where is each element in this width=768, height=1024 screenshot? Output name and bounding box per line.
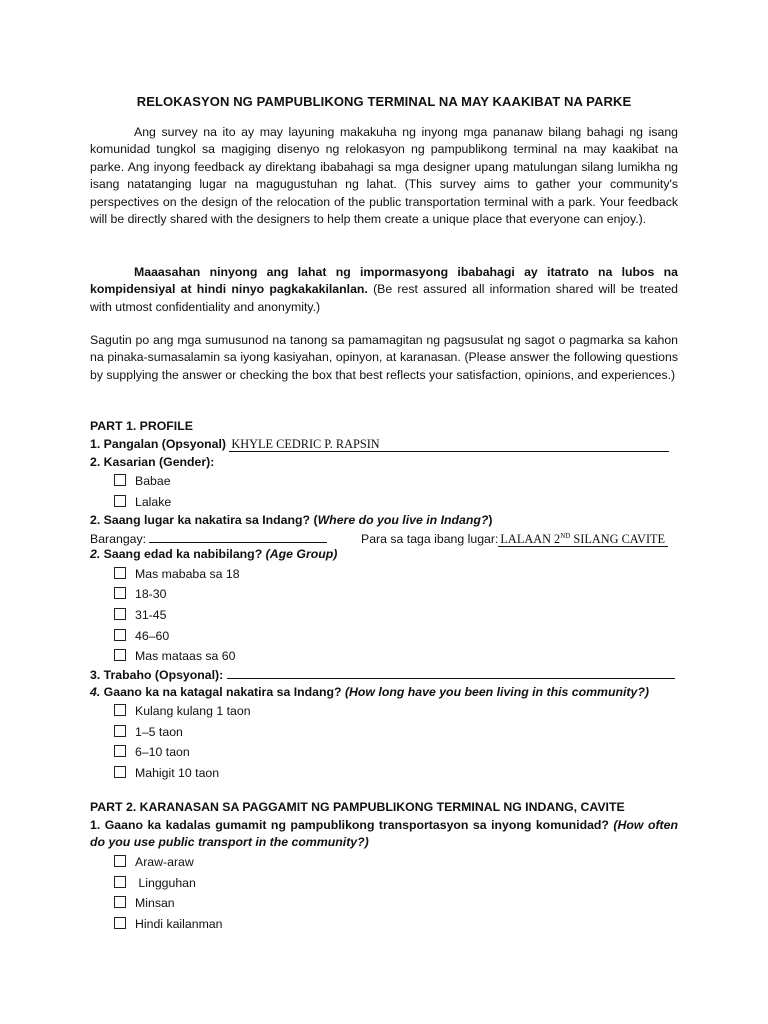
duration-option[interactable]: [114, 765, 219, 781]
other-place-answer-field[interactable]: [498, 533, 668, 547]
question-name-label: 1. Pangalan (Opsyonal): [90, 437, 226, 451]
question-duration-label-en: (How long have you been living in this community?): [344, 685, 649, 699]
part1-heading: PART 1. PROFILE: [90, 419, 193, 433]
question-age-number: 2.: [90, 547, 101, 561]
option-label: 31-45: [135, 608, 167, 622]
intro-paragraph: Ang survey na ito ay may layuning makakuha ng inyong mga pananaw bilang bahagi ng isang komunidad tungkol sa magiging disenyo ng relokasyon ng pampublikong terminal na may kaakibat na parke. Ang inyong feedback ay direktang ibabahagi sa mga designer upang matulungan silang lumikha ng isang natatanging lugar na magugustuhan ng lahat. (This survey aims to gather your community's perspectives on the design of the relocation of the public transportation terminal with a park. Your feedback will be directly shared with the designers to help them create a unique place that everyone can enjoy.).: [90, 125, 678, 227]
option-label: Minsan: [135, 896, 175, 910]
option-label: Kulang kulang 1 taon: [135, 704, 251, 718]
checkbox[interactable]: [114, 704, 126, 716]
other-place-row: [361, 531, 668, 547]
option-label: Mas mataas sa 60: [135, 649, 236, 663]
question-name: [90, 436, 669, 452]
barangay-label: Barangay:: [90, 532, 147, 546]
option-label: 1–5 taon: [135, 725, 183, 739]
part2-question1: [90, 817, 678, 851]
barangay-input[interactable]: [149, 530, 327, 543]
frequency-option[interactable]: [114, 875, 196, 891]
checkbox[interactable]: [114, 745, 126, 757]
frequency-option[interactable]: [114, 916, 223, 932]
checkbox[interactable]: [114, 474, 126, 486]
confidentiality-normal: (Be rest assured all information shared will be treated with utmost confidentiality and anonymity.): [90, 282, 679, 314]
question-age: [90, 546, 337, 562]
duration-option[interactable]: [114, 703, 251, 719]
checkbox[interactable]: [114, 629, 126, 641]
question-location: [90, 512, 493, 528]
option-label: Araw-araw: [135, 855, 194, 869]
barangay-row: [90, 530, 327, 547]
checkbox[interactable]: [114, 649, 126, 661]
question-location-label: 2. Saang lugar ka nakatira sa Indang? (: [90, 513, 318, 527]
checkbox[interactable]: [114, 917, 126, 929]
question-duration: [90, 684, 649, 700]
confidentiality-bold: Maaasahan ninyong ang lahat ng impormasyong ibabahagi ay itatrato na lubos na kompidensiyal at hindi ninyo pagkakakilanlan.: [90, 265, 678, 297]
checkbox[interactable]: [114, 876, 126, 888]
other-place-answer-sup: ND: [560, 531, 571, 540]
question-job-label: 3. Trabaho (Opsyonal):: [90, 668, 224, 682]
name-answer-field[interactable]: KHYLE CEDRIC P. RAPSIN: [229, 438, 669, 452]
option-label: Hindi kailanman: [135, 917, 223, 931]
document-title: RELOKASYON NG PAMPUBLIKONG TERMINAL NA MAY KAAKIBAT NA PARKE: [136, 94, 632, 109]
gender-option[interactable]: [114, 494, 171, 510]
checkbox[interactable]: [114, 896, 126, 908]
option-label: 46–60: [135, 629, 170, 643]
checkbox[interactable]: [114, 608, 126, 620]
other-place-answer-post: SILANG CAVITE: [570, 532, 666, 546]
frequency-option[interactable]: [114, 895, 175, 911]
option-label: 6–10 taon: [135, 745, 190, 759]
other-place-label: Para sa taga ibang lugar:: [361, 532, 499, 546]
age-option[interactable]: [114, 607, 166, 623]
part2-heading: PART 2. KARANASAN SA PAGGAMIT NG PAMPUBLIKONG TERMINAL NG INDANG, CAVITE: [90, 800, 625, 814]
option-label: Lalake: [135, 495, 172, 509]
part2-question1-label: 1. Gaano ka kadalas gumamit ng pampublikong transportasyon sa inyong komunidad?: [90, 818, 614, 832]
option-label: 18-30: [135, 587, 167, 601]
question-age-label-en: (Age Group): [265, 547, 338, 561]
question-gender-label: 2. Kasarian (Gender):: [90, 455, 215, 469]
option-label: Babae: [135, 474, 171, 488]
question-age-label: Saang edad ka nabibilang?: [100, 547, 266, 561]
duration-option[interactable]: [114, 744, 190, 760]
frequency-option[interactable]: [114, 854, 194, 870]
checkbox[interactable]: [114, 587, 126, 599]
job-input[interactable]: [227, 666, 675, 679]
duration-option[interactable]: [114, 724, 183, 740]
option-label: Lingguhan: [135, 876, 196, 890]
question-location-label-close: ): [488, 513, 493, 527]
confidentiality-paragraph: [90, 264, 678, 316]
question-location-label-en: Where do you live in Indang?: [317, 513, 489, 527]
checkbox[interactable]: [114, 725, 126, 737]
part2-question1-label-en: (How often do you use public transport in the community?): [90, 818, 678, 849]
question-job: [90, 666, 675, 683]
age-option[interactable]: [114, 628, 169, 644]
checkbox[interactable]: [114, 766, 126, 778]
option-label: Mas mababa sa 18: [135, 567, 240, 581]
gender-option[interactable]: [114, 473, 171, 489]
other-place-answer-pre: LALAAN 2: [500, 532, 561, 546]
checkbox[interactable]: [114, 567, 126, 579]
question-duration-number: 4.: [90, 685, 101, 699]
age-option[interactable]: [114, 586, 166, 602]
option-label: Mahigit 10 taon: [135, 766, 220, 780]
checkbox[interactable]: [114, 855, 126, 867]
age-option[interactable]: [114, 566, 240, 582]
age-option[interactable]: [114, 648, 235, 664]
question-duration-label: Gaano ka na katagal nakatira sa Indang?: [100, 685, 345, 699]
checkbox[interactable]: [114, 495, 126, 507]
instructions-paragraph: Sagutin po ang mga sumusunod na tanong sa pamamagitan ng pagsusulat ng sagot o pagmarka sa kahon na pinaka-sumasalamin sa iyong kasiyahan, opinyon, at karanasan. (Please answer the following questions by supplying the answer or checking the box that best reflects your satisfaction, opinions, and experiences.): [90, 333, 678, 382]
